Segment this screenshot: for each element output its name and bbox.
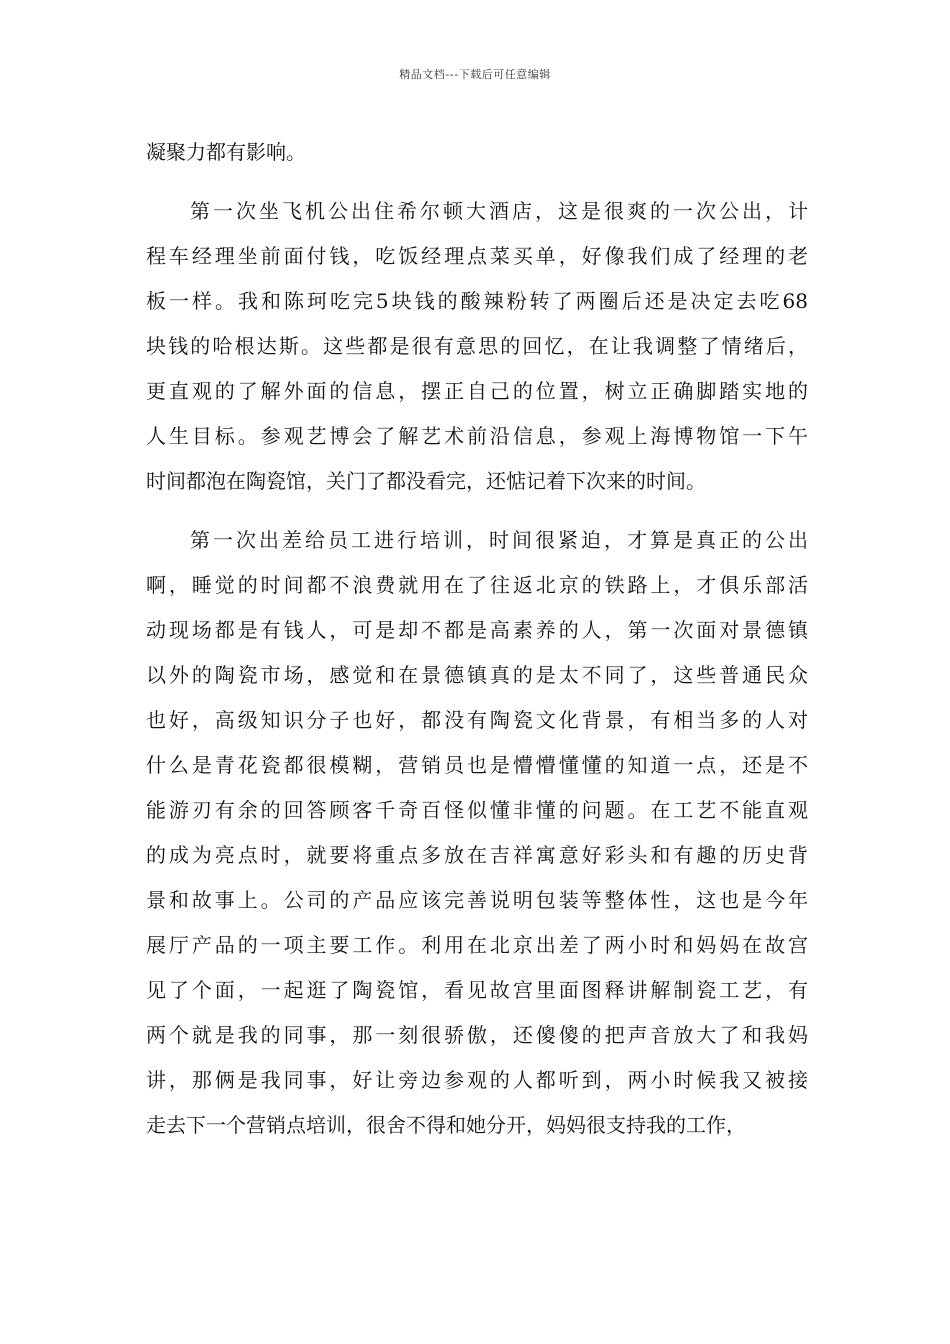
paragraph-2-line-6: 人生目标。参观艺博会了解艺术前沿信息，参观上海博物馆一下午 bbox=[146, 424, 808, 448]
paragraph-3-line-8: 的成为亮点时，就要将重点多放在吉祥寓意好彩头和有趣的历史背 bbox=[146, 843, 808, 867]
paragraph-3-line-12: 两个就是我的同事，那一刻很骄傲，还傻傻的把声音放大了和我妈 bbox=[146, 1023, 808, 1047]
paragraph-3-line-5: 也好，高级知识分子也好，都没有陶瓷文化背景，有相当多的人对 bbox=[146, 708, 808, 732]
paragraph-3-line-6: 什么是青花瓷都很模糊，营销员也是懵懵懂懂的知道一点，还是不 bbox=[146, 753, 808, 777]
paragraph-3-line-13: 讲，那俩是我同事，好让旁边参观的人都听到，两小时候我又被接 bbox=[146, 1068, 808, 1092]
paragraph-3-line-9: 景和故事上。公司的产品应该完善说明包装等整体性，这也是今年 bbox=[146, 888, 808, 912]
paragraph-2-line-1: 第一次坐飞机公出住希尔顿大酒店，这是很爽的一次公出，计 bbox=[190, 199, 808, 223]
paragraph-3-line-1: 第一次出差给员工进行培训，时间很紧迫，才算是真正的公出 bbox=[190, 528, 808, 552]
paragraph-3-line-10: 展厅产品的一项主要工作。利用在北京出差了两小时和妈妈在故宫 bbox=[146, 933, 808, 957]
paragraph-3-line-7: 能游刃有余的回答顾客千奇百怪似懂非懂的问题。在工艺不能直观 bbox=[146, 798, 808, 822]
paragraph-1-line-1: 凝聚力都有影响。 bbox=[146, 140, 306, 164]
paragraph-2-line-7: 时间都泡在陶瓷馆，关门了都没看完，还惦记着下次来的时间。 bbox=[146, 469, 706, 493]
paragraph-2-line-5: 更直观的了解外面的信息，摆正自己的位置，树立正确脚踏实地的 bbox=[146, 379, 808, 403]
paragraph-3-line-14: 走去下一个营销点培训，很舍不得和她分开，妈妈很支持我的工作， bbox=[146, 1113, 746, 1137]
document-body bbox=[146, 130, 808, 1148]
paragraph-2-line-4: 块钱的哈根达斯。这些都是很有意思的回忆，在让我调整了情绪后， bbox=[146, 334, 808, 358]
paragraph-3-line-2: 啊，睡觉的时间都不浪费就用在了往返北京的铁路上，才俱乐部活 bbox=[146, 573, 808, 597]
page-header: 精品文档---下载后可任意编辑 bbox=[399, 68, 551, 81]
paragraph-3-line-4: 以外的陶瓷市场，感觉和在景德镇真的是太不同了，这些普通民众 bbox=[146, 663, 808, 687]
paragraph-2-line-2: 程车经理坐前面付钱，吃饭经理点菜买单，好像我们成了经理的老 bbox=[146, 244, 808, 268]
paragraph-3-line-3: 动现场都是有钱人，可是却不都是高素养的人，第一次面对景德镇 bbox=[146, 618, 808, 642]
paragraph-2-line-3: 板一样。我和陈珂吃完5块钱的酸辣粉转了两圈后还是决定去吃68 bbox=[146, 289, 808, 313]
paragraph-3-line-11: 见了个面，一起逛了陶瓷馆，看见故宫里面图释讲解制瓷工艺，有 bbox=[146, 978, 808, 1002]
